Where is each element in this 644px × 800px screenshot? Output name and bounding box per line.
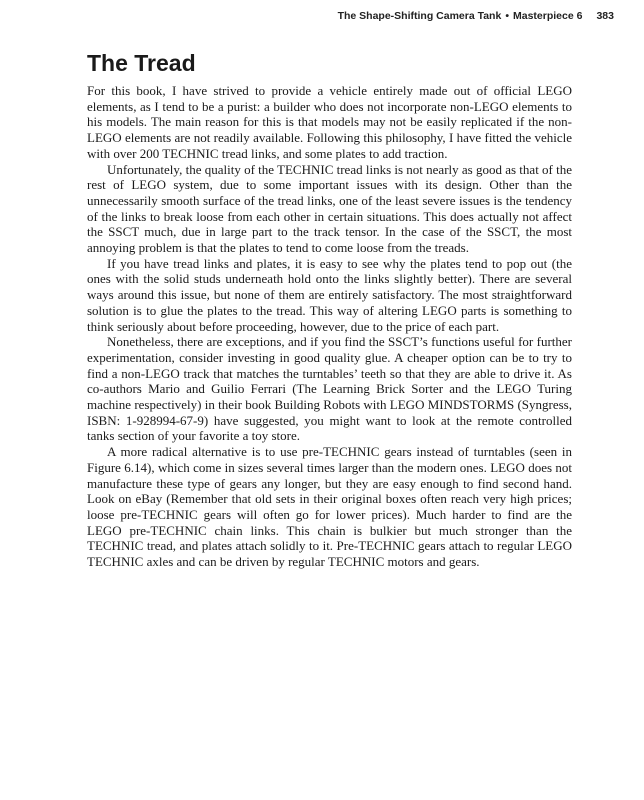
section-label: Masterpiece 6 xyxy=(513,10,583,22)
page-number: 383 xyxy=(596,10,614,22)
paragraph: Unfortunately, the quality of the TECHNIC tread links is not nearly as good as that of the rest of LEGO system, due to some important issues with its design. Other than the unnecessarily smooth surface of the tread links, one of the least severe issues is the tendency of the links to break loose from each other in certain situations. This does actually not affect the SSCT much, due in large part to the track tensor. In the case of the SSCT, the most annoying problem is that the plates to tend to come loose from the treads. xyxy=(87,161,573,256)
chapter-title: The Shape-Shifting Camera Tank xyxy=(337,10,502,22)
paragraph: If you have tread links and plates, it is easy to see why the plates tend to pop out (the ones with the solid studs underneath hold onto the links slightly better). There are several ways around this issue, but none of them are entirely satisfactory. The most straightforward solution is to glue the plates to the tread. This way of altering LEGO parts is something to think seriously about before proceeding, however, due to the price of each part. xyxy=(87,255,572,334)
running-head xyxy=(338,10,614,22)
section-title: The Tread xyxy=(87,50,196,76)
paragraph: Nonetheless, there are exceptions, and if you find the SSCT’s functions useful for further experimentation, consider investing in good quality glue. A cheaper option can be to try to find a non-LEGO track that matches the turntables’ teeth so that they are able to drive it. As co-authors Mario and Guilio Ferrari (The Learning Brick Sorter and the LEGO Turing machine respectively) in their book Building Robots with LEGO MINDSTORMS (Syngress, ISBN: 1-928994-67-9) have suggested, you might want to look at the remote controlled tanks section of your favorite a toy store. xyxy=(87,334,572,444)
paragraph: For this book, I have strived to provide a vehicle entirely made out of official LEGO elements, as I tend to be a purist: a builder who does not incorporate non-LEGO elements to his models. The main reason for this is that models may not be easily replicated if the non-LEGO elements are not readily available. Following this philosophy, I have fitted the vehicle with over 200 TECHNIC tread links, and some plates to add traction. xyxy=(87,83,572,161)
header-bullet: • xyxy=(505,10,509,22)
body-text xyxy=(87,83,572,570)
paragraph: A more radical alternative is to use pre-TECHNIC gears instead of turntables (seen in Figure 6.14), which come in sizes several times larger than the modern ones. LEGO does not manufacture these type of gears any longer, but they are easy enough to find second hand. Look on eBay (Remember that old sets in their original boxes often reach very high prices; loose pre-TECHNIC gears will often go for lower prices). Much harder to find are the LEGO pre-TECHNIC chain links. This chain is bulkier but much stronger than the TECHNIC tread, and plates attach solidly to it. Pre-TECHNIC gears attach to regular LEGO TECHNIC axles and can be driven by regular TECHNIC motors and gears. xyxy=(87,444,572,570)
